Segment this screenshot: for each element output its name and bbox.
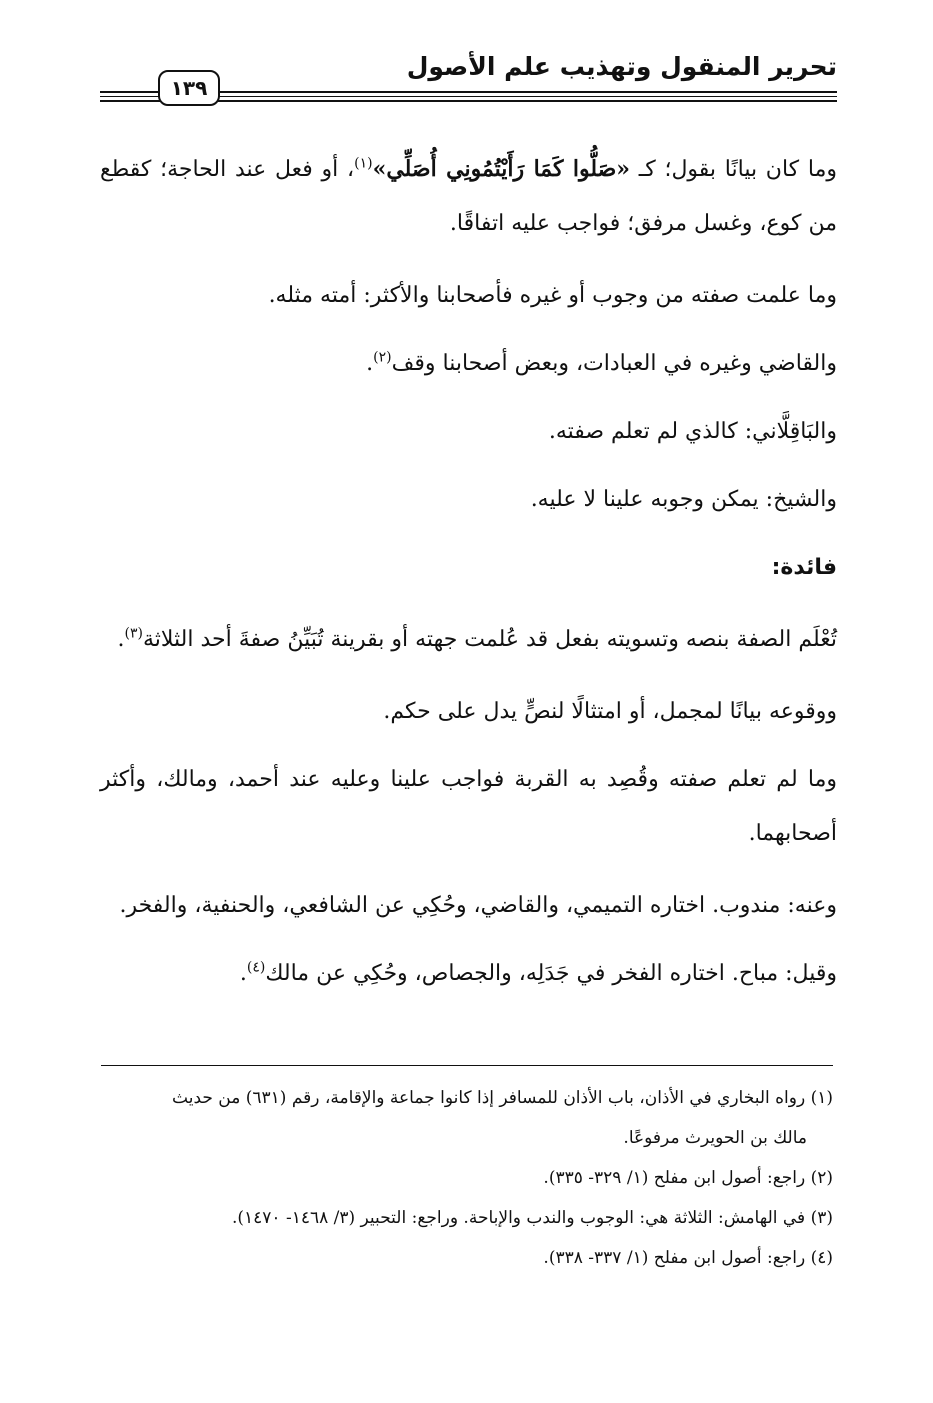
main-text <box>100 142 837 1015</box>
paragraph-2: وما علمت صفته من وجوب أو غيره فأصحابنا والأكثر: أمته مثله. <box>268 283 837 308</box>
footnotes <box>96 1078 833 1278</box>
page-number: ١٣٩ <box>158 70 220 106</box>
section-heading: فائدة: <box>771 555 837 580</box>
paragraph-text: تُعْلَم الصفة بنصه وتسويته بفعل قد عُلمت جهته أو بقرينة تُبَيِّنُ صفةَ أحد الثلاثة <box>142 627 837 652</box>
paragraph-1 <box>100 142 837 251</box>
paragraph-9: وعنه: مندوب. اختاره التميمي، والقاضي، وحُكِي عن الشافعي، والحنفية، والفخر. <box>119 893 837 918</box>
footnote-marker: (١) <box>354 155 373 172</box>
footnote-1 <box>96 1078 833 1158</box>
paragraph-4: والبَاقِلَّاني: كالذي لم تعلم صفته. <box>548 419 837 444</box>
hadith-quote: «صَلُّوا كَمَا رَأَيْتُمُونِي أُصَلِّي» <box>372 156 631 182</box>
footnote-marker: (٣) <box>124 625 143 642</box>
paragraph-5: والشيخ: يمكن وجوبه علينا لا عليه. <box>530 487 837 512</box>
running-title: تحرير المنقول وتهذيب علم الأصول <box>406 52 837 81</box>
paragraph-end: . <box>366 351 374 376</box>
footnote-line: مالك بن الحويرث مرفوعًا. <box>623 1128 807 1148</box>
footnote-2: (٢) راجع: أصول ابن مفلح (١/ ٣٢٩- ٣٣٥). <box>543 1168 833 1188</box>
footnote-marker: (٤) <box>246 959 266 976</box>
paragraph-text: وقيل: مباح. اختاره الفخر في جَدَلِه، والجصاص، وحُكِي عن مالك <box>265 961 837 986</box>
paragraph-7: ووقوعه بيانًا لمجمل، أو امتثالًا لنصٍّ يدل على حكم. <box>383 699 837 724</box>
paragraph-text: والقاضي وغيره في العبادات، وبعض أصحابنا وقف <box>391 351 837 376</box>
footnote-marker: (٢) <box>373 349 392 366</box>
paragraph-6 <box>100 613 837 667</box>
paragraph-end: . <box>239 961 247 986</box>
footnote-3: (٣) في الهامش: الثلاثة هي: الوجوب والندب والإباحة. وراجع: التحبير (٣/ ١٤٦٨- ١٤٧٠). <box>231 1208 833 1228</box>
footnote-line: (١) رواه البخاري في الأذان، باب الأذان للمسافر إذا كانوا جماعة والإقامة، رقم (٦٣١) من حديث <box>172 1088 833 1108</box>
paragraph-3 <box>100 337 837 391</box>
paragraph-end: . <box>117 627 125 652</box>
paragraph-text: وما كان بيانًا بقول؛ كـ <box>630 157 837 182</box>
footnote-separator <box>101 1065 833 1066</box>
footnote-4: (٤) راجع: أصول ابن مفلح (١/ ٣٣٧- ٣٣٨). <box>543 1248 833 1268</box>
paragraph-text: ، أو فعل عند الحاجة؛ كقطع من كوع، وغسل مرفق؛ فواجب عليه اتفاقًا. <box>100 157 837 236</box>
paragraph-10 <box>100 947 837 1001</box>
paragraph-8: وما لم تعلم صفته وقُصِد به القربة فواجب علينا وعليه عند أحمد، ومالك، وأكثر أصحابهما. <box>100 767 837 846</box>
